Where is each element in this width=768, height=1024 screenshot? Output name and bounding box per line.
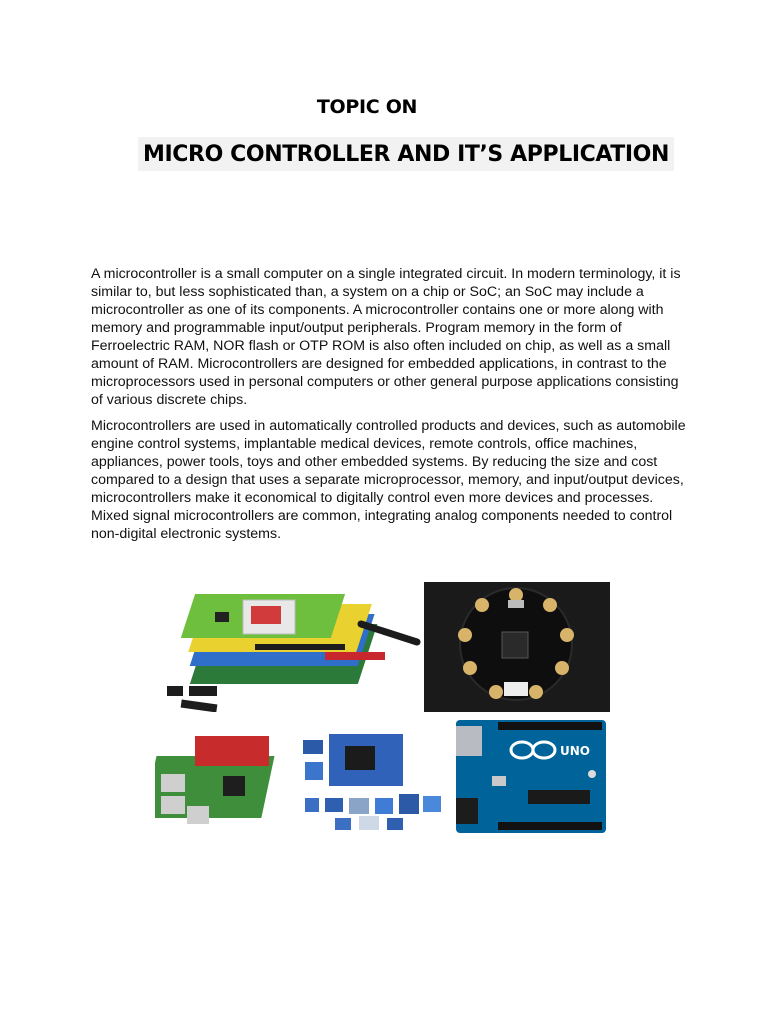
paragraph-applications: Microcontrollers are used in automatically controlled products and devices, such as automobile engine control systems, implantable medical devices, remote controls, office machines, appliances, power tools, toys and other embedded systems. By reducing the size and cost compared to a design that uses a separate microprocessor, memory, and input/output devices, microcontrollers make it economical to digitally control even more devices and processes. Mixed signal microcontrollers are common, integrating analog components needed to control non-digital electronic systems. (91, 418, 686, 542)
photo-stacked-boards (155, 582, 421, 712)
photo-round-board (424, 582, 610, 712)
body-text (91, 265, 691, 551)
photo-arduino-uno (452, 716, 610, 837)
topic-label: TOPIC ON (316, 96, 418, 118)
arduino-logo-text: UNO (560, 744, 590, 758)
photo-assorted-modules (155, 716, 449, 837)
paragraph-definition: A microcontroller is a small computer on a single integrated circuit. In modern terminology, it is similar to, but less sophisticated than, a system on a chip or SoC; an SoC may include a microcontroller as one of its components. A microcontroller contains one or more along with memory and programmable input/output peripherals. Program memory in the form of Ferroelectric RAM, NOR flash or OTP ROM is also often included on chip, as well as a small amount of RAM. Microcontrollers are designed for embedded applications, in contrast to the microprocessors used in personal computers or other general purpose applications consisting of various discrete chips. (91, 266, 681, 408)
page-title: MICRO CONTROLLER AND IT’S APPLICATION (138, 137, 674, 171)
